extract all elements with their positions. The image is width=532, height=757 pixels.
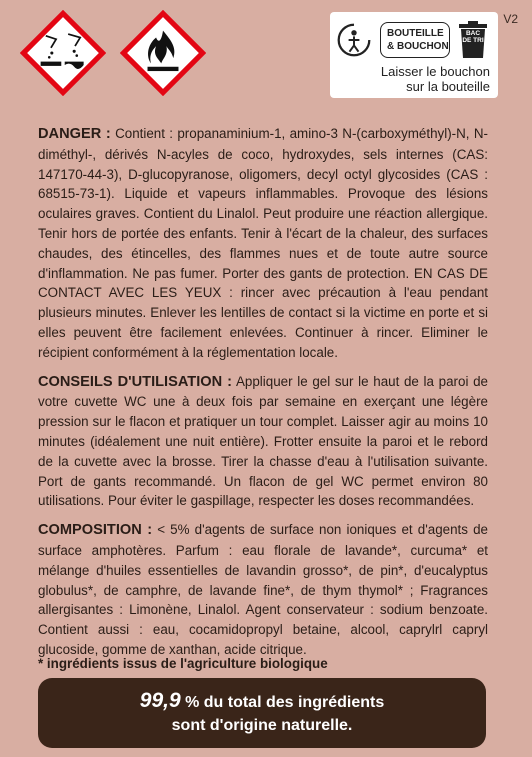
usage-text: Appliquer le gel sur le haut de la paroi de votre cuvette WC une à deux fois par semaine en exerçant une légère pression sur le flacon et pratiquer un tour complet. Laisser agir au moins 10 minutes (idéalement une nuit entière). Frotter ensuite la paroi et le rebord de la cuvette avec la brosse. Tirer la chasse d'eau à l'utilisation suivante. Port de gants recommandé. Un flacon de gel WC permet environ 80 utilisations. Pour éviter le gaspillage, respecter les doses recommandées. <box>38 373 488 509</box>
composition-section <box>38 520 488 660</box>
usage-section <box>38 372 488 512</box>
organic-footnote: * ingrédients issus de l'agriculture biologique <box>38 656 328 671</box>
danger-section <box>38 124 488 363</box>
flame-icon <box>120 10 206 96</box>
item-pill <box>380 22 450 58</box>
item-label: BOUTEILLE <box>387 28 444 39</box>
danger-heading: DANGER : <box>38 126 111 142</box>
usage-heading: CONSEILS D'UTILISATION : <box>38 373 233 390</box>
triman-recycling-block <box>330 12 498 98</box>
banner-line-1 <box>38 689 486 713</box>
instruction-line-2: sur la bouteille <box>406 79 490 94</box>
natural-origin-banner <box>38 678 486 748</box>
composition-heading: COMPOSITION : <box>38 522 153 539</box>
bin-label: BAC DE TRI <box>462 30 484 44</box>
label-text <box>38 124 488 669</box>
danger-text: Contient : propanaminium-1, amino-3 N-(carboxyméthyl)-N, N-diméthyl-, dérivés N-acyles de coco, hydroxydes, sels internes (CAS: 147170-44-3), D-glucopyranose, oligomers, decyl octyl glycosides (CAS : 68515-73-1). Liquide et vapeurs inflammables. Provoque des lésions oculaires graves. Contient du Linalol. Peut produire une réaction allergique. Tenir hors de portée des enfants. Tenir à l'écart de la chaleur, des surfaces chaudes, des étincelles, des flammes nues et de toute autre source d'inflammation. Ne pas fumer. Porter des gants de protection. EN CAS DE CONTACT AVEC LES YEUX : rincer avec précaution à l'eau pendant plusieurs minutes. Enlever les lentilles de contact si la victime en porte et si elles peuvent être facilement enlevées. Continuer à rincer. Eliminer le récipient conformément à la réglementation locale. <box>38 126 488 360</box>
hazard-pictograms <box>20 10 206 96</box>
banner-line-1-text: % du total des ingrédients <box>180 694 385 711</box>
item-label-2: & BOUCHON <box>387 41 449 52</box>
version-label: V2 <box>503 12 518 26</box>
banner-line-2: sont d'origine naturelle. <box>171 717 353 734</box>
natural-percent: 99,9 <box>139 689 181 712</box>
corrosion-icon <box>20 10 106 96</box>
composition-text: < 5% d'agents de surface non ioniques et d'agents de surface amphotères. Parfum : eau florale de lavande*, curcuma* et mélange d'huiles essentielles de lavandin grosso*, de pin*, d'eucalyptus globulus*, de camphre, de lavande fine*, de thym thymol* ; Fragrances allergisantes : Limonène, Linalol. Agent conservateur : sodium benzoate. Contient aussi : eau, cocamidopropyl betaine, alcool, caprylrl capryl glucoside, gomme de xanthan, acide citrique. <box>38 522 488 657</box>
recycling-instruction <box>381 64 490 94</box>
instruction-line-1: Laisser le bouchon <box>380 64 490 79</box>
triman-recycle-icon <box>336 22 372 58</box>
